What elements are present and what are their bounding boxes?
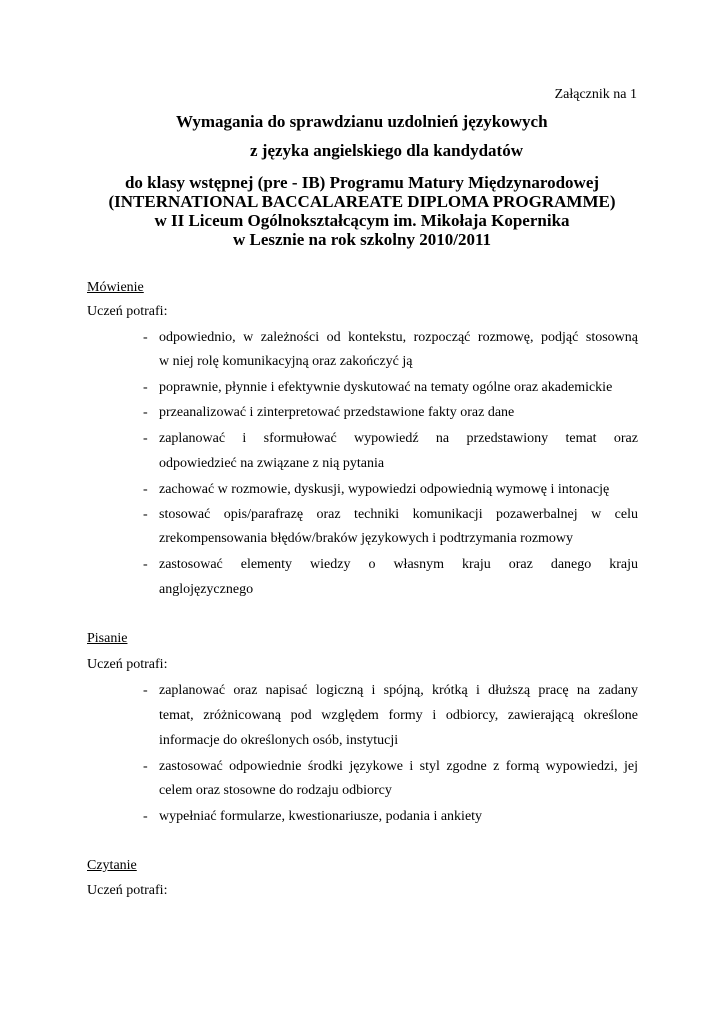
bullet-dash: - <box>143 809 148 824</box>
bullet-text-line: zaplanować oraz napisać logiczną i spójną, krótką i dłuższą pracę na zadany <box>159 683 638 698</box>
section-heading-writing: Pisanie <box>87 631 128 646</box>
bullet-text-line: odpowiednio, w zależności od kontekstu, rozpocząć rozmowę, podjąć stosowną <box>159 330 638 345</box>
bullet-dash: - <box>143 330 148 345</box>
section-heading-reading: Czytanie <box>87 858 137 873</box>
bullet-text-line: w niej rolę komunikacyjną oraz zakończyć ją <box>159 354 413 369</box>
title-line-4: (INTERNATIONAL BACCALAREATE DIPLOMA PROGRAMME) <box>108 192 616 211</box>
bullet-text-line: zachować w rozmowie, dyskusji, wypowiedzi odpowiednią wymowę i intonację <box>159 482 610 497</box>
bullet-dash: - <box>143 507 148 522</box>
bullet-text-line: zrekompensowania błędów/braków językowych i podtrzymania rozmowy <box>159 531 574 546</box>
bullet-text-line: stosować opis/parafrazę oraz techniki komunikacji pozawerbalnej w celu <box>159 507 638 522</box>
bullet-text-line: informacje do określonych osób, instytucji <box>159 733 399 748</box>
title-line-3: do klasy wstępnej (pre - IB) Programu Matury Międzynarodowej <box>124 173 600 192</box>
bullet-dash: - <box>143 683 148 698</box>
bullet-dash: - <box>143 405 148 420</box>
bullet-dash: - <box>143 380 148 395</box>
bullet-dash: - <box>143 557 148 572</box>
bullet-dash: - <box>143 759 148 774</box>
title-line-5: w II Liceum Ogólnokształcącym im. Mikołaja Kopernika <box>154 211 570 230</box>
title-line-6: w Lesznie na rok szkolny 2010/2011 <box>232 230 492 249</box>
bullet-text-line: temat, zróżnicowaną pod względem formy i odbiorcy, zawierającą określone <box>159 708 638 723</box>
section-intro-reading: Uczeń potrafi: <box>87 883 168 898</box>
title-line-1: Wymagania do sprawdzianu uzdolnień językowych <box>176 112 548 131</box>
bullet-dash: - <box>143 431 148 446</box>
bullet-text-line: anglojęzycznego <box>159 582 254 597</box>
bullet-text-line: zastosować odpowiednie środki językowe i styl zgodne z formą wypowiedzi, jej <box>159 759 638 774</box>
section-intro-writing: Uczeń potrafi: <box>87 657 168 672</box>
bullet-text-line: wypełniać formularze, kwestionariusze, podania i ankiety <box>159 809 483 824</box>
bullet-text-line: przeanalizować i zinterpretować przedstawione fakty oraz dane <box>159 405 515 420</box>
bullet-dash: - <box>143 482 148 497</box>
bullet-text-line: zastosować elementy wiedzy o własnym kraju oraz danego kraju <box>159 557 638 572</box>
bullet-text-line: zaplanować i sformułować wypowiedź na przedstawiony temat oraz <box>159 431 638 446</box>
section-intro-speaking: Uczeń potrafi: <box>87 304 168 319</box>
attachment-label: Załącznik na 1 <box>554 87 637 102</box>
bullet-text-line: celem oraz stosowne do rodzaju odbiorcy <box>159 783 392 798</box>
bullet-text-line: odpowiedzieć na związane z nią pytania <box>159 456 385 471</box>
section-heading-speaking: Mówienie <box>87 280 144 295</box>
bullet-text-line: poprawnie, płynnie i efektywnie dyskutować na tematy ogólne oraz akademickie <box>159 380 613 395</box>
title-line-2: z języka angielskiego dla kandydatów <box>250 141 523 160</box>
